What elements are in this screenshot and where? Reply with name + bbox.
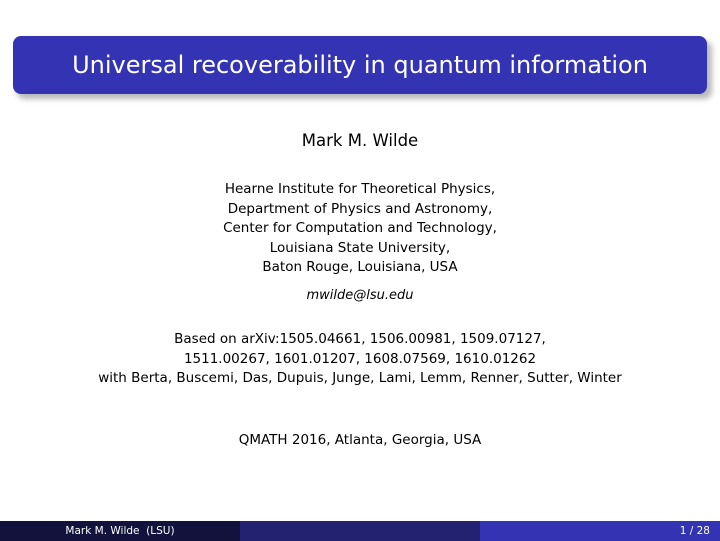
footer-bar: [0, 521, 720, 541]
title-bar: [13, 36, 707, 94]
footer-page: [480, 521, 720, 541]
affiliation-block: [200, 180, 520, 278]
affiliation-line: Baton Rouge, Louisiana, USA: [262, 259, 458, 275]
page-number: 1 / 28: [679, 525, 710, 537]
affiliation-line: Department of Physics and Astronomy,: [227, 200, 493, 217]
references-line: Based on arXiv:1505.04661, 1506.00981, 1509.07127,: [174, 331, 546, 347]
references-block: [40, 330, 680, 389]
author-name: Mark M. Wilde: [301, 131, 419, 150]
conference-info: QMATH 2016, Atlanta, Georgia, USA: [238, 432, 482, 448]
affiliation-line: Center for Computation and Technology,: [223, 220, 497, 236]
author-email: mwilde@lsu.edu: [306, 288, 414, 303]
slide-title: Universal recoverability in quantum information: [72, 51, 648, 79]
footer-middle: [240, 521, 480, 541]
affiliation-line: Hearne Institute for Theoretical Physics,: [224, 181, 496, 197]
affiliation-line: Louisiana State University,: [269, 239, 451, 256]
collaborators-line: with Berta, Buscemi, Das, Dupuis, Junge, Lami, Lemm, Renner, Sutter, Winter: [98, 370, 622, 386]
footer-author: [0, 521, 240, 541]
references-line: 1511.00267, 1601.01207, 1608.07569, 1610.01262: [183, 350, 537, 367]
footer-author-text: Mark M. Wilde (LSU): [65, 525, 175, 537]
